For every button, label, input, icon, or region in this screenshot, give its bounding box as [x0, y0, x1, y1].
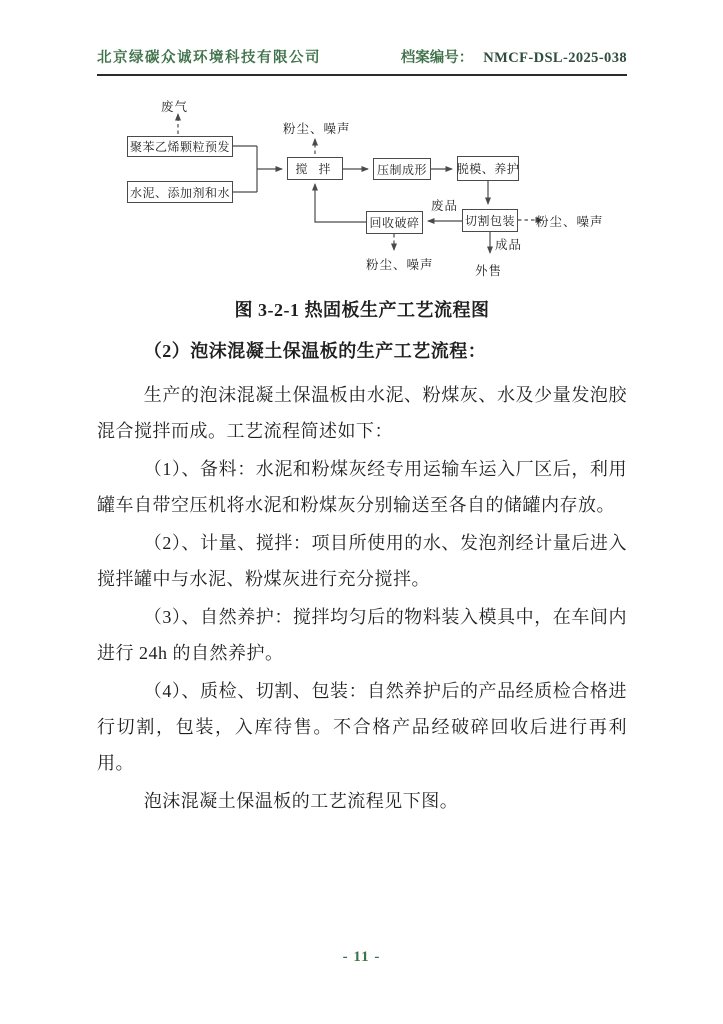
- figure-caption: 图 3-2-1 热固板生产工艺流程图: [234, 300, 490, 320]
- section-heading: （2）泡沫混凝土保温板的生产工艺流程：: [143, 341, 487, 361]
- flow-label-waste-gas: 废气: [161, 100, 189, 114]
- flow-label-dust-noise-cutting: 粉尘、噪声: [536, 215, 604, 229]
- flow-node-pre-expansion: 聚苯乙烯颗粒预发: [127, 136, 233, 157]
- flow-label-waste-product: 废品: [431, 199, 459, 213]
- flow-node-recycle-crush: 回收破碎: [366, 211, 423, 234]
- paragraph-intro: 生产的泡沫混凝土保温板由水泥、粉煤灰、水及少量发泡胶混合搅拌而成。工艺流程简述如下：: [97, 385, 627, 441]
- paragraph-closing: 泡沫混凝土保温板的工艺流程见下图。: [143, 791, 459, 811]
- paragraph-step-3: （3）、自然养护：搅拌均匀后的物料装入模具中，在车间内进行 24h 的自然养护。: [97, 607, 627, 663]
- flow-node-mixing: 搅 拌: [287, 157, 343, 180]
- body-text: [97, 377, 627, 819]
- flow-label-dust-noise-mixing: 粉尘、噪声: [283, 122, 351, 136]
- flow-label-dust-noise-recycle: 粉尘、噪声: [366, 258, 434, 272]
- flow-node-cutting-packing: 切割包装: [462, 209, 518, 232]
- flow-label-external-sale: 外售: [475, 264, 503, 278]
- paragraph-step-1: （1）、备料：水泥和粉煤灰经专用运输车运入厂区后，利用罐车自带空压机将水泥和粉煤灰分别输送至各自的储罐内存放。: [97, 459, 627, 515]
- flow-node-raw-materials: 水泥、添加剂和水: [127, 181, 233, 203]
- archive-label: 档案编号：: [400, 50, 474, 66]
- flow-node-demolding: 脱模、养护: [457, 156, 519, 181]
- archive-number-field: [401, 46, 627, 67]
- archive-number: NMCF-DSL-2025-038: [483, 50, 627, 66]
- page-number: - 11 -: [342, 949, 381, 965]
- flow-label-finished-product: 成品: [495, 238, 523, 252]
- process-flow-diagram: [98, 92, 638, 284]
- document-header: [97, 46, 627, 76]
- paragraph-step-4: （4）、质检、切割、包装：自然养护后的产品经质检合格进行切割，包装，入库待售。不合格产品经破碎回收后进行再利用。: [97, 681, 627, 773]
- paragraph-step-2: （2）、计量、搅拌：项目所使用的水、发泡剂经计量后进入搅拌罐中与水泥、粉煤灰进行充分搅拌。: [97, 533, 627, 589]
- flow-node-pressing: 压制成形: [373, 158, 431, 180]
- company-name: 北京绿碳众诚环境科技有限公司: [97, 50, 321, 66]
